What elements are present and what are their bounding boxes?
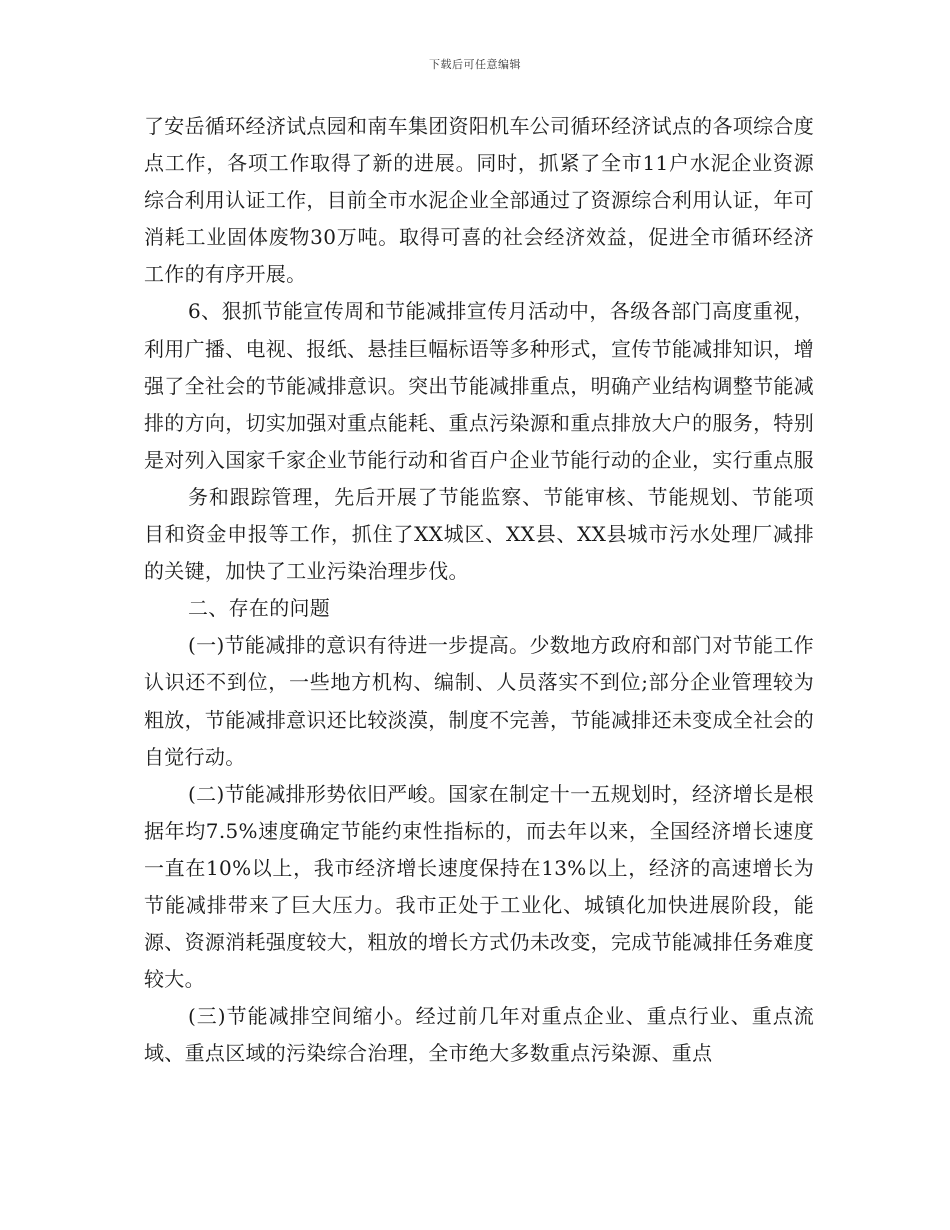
paragraph: (一)节能减排的意识有待进一步提高。少数地方政府和部门对节能工作认识还不到位，一些地方机构、编制、人员落实不到位;部分企业管理较为粗放，节能减排意识还比较淡漠，制度不完善，节能减排还未变成全社会的自觉行动。 [144, 633, 814, 769]
paragraph: (三)节能减排空间缩小。经过前几年对重点企业、重点行业、重点流域、重点区域的污染综合治理，全市绝大多数重点污染源、重点 [144, 1004, 814, 1066]
paragraph: 务和跟踪管理，先后开展了节能监察、节能审核、节能规划、节能项目和资金申报等工作，抓住了XX城区、XX县、XX县城市污水处理厂减排的关键，加快了工业污染治理步伐。 [144, 484, 814, 584]
paragraph: 了安岳循环经济试点园和南车集团资阳机车公司循环经济试点的各项综合度点工作，各项工作取得了新的进展。同时，抓紧了全市11户水泥企业资源综合利用认证工作，目前全市水泥企业全部通过了资源综合利用认证，年可消耗工业固体废物30万吨。取得可喜的社会经济效益，促进全市循环经济工作的有序开展。 [144, 114, 814, 287]
paragraph: 6、狠抓节能宣传周和节能减排宣传月活动中，各级各部门高度重视，利用广播、电视、报纸、悬挂巨幅标语等多种形式，宣传节能减排知识，增强了全社会的节能减排意识。突出节能减排重点，明确产业结构调整节能减排的方向，切实加强对重点能耗、重点污染源和重点排放大户的服务，特别是对列入国家千家企业节能行动和省百户企业节能行动的企业，实行重点服 [144, 299, 814, 472]
page-header: 下载后可任意编辑 [429, 58, 521, 71]
document-body [144, 108, 814, 1072]
paragraph: (二)节能减排形势依旧严峻。国家在制定十一五规划时，经济增长是根据年均7.5%速度确定节能约束性指标的，而去年以来，全国经济增长速度一直在10%以上，我市经济增长速度保持在13%以上，经济的高速增长为节能减排带来了巨大压力。我市正处于工业化、城镇化加快进展阶段，能源、资源消耗强度较大，粗放的增长方式仍未改变，完成节能减排任务难度较大。 [144, 781, 814, 992]
section-heading: 二、存在的问题 [188, 596, 331, 621]
